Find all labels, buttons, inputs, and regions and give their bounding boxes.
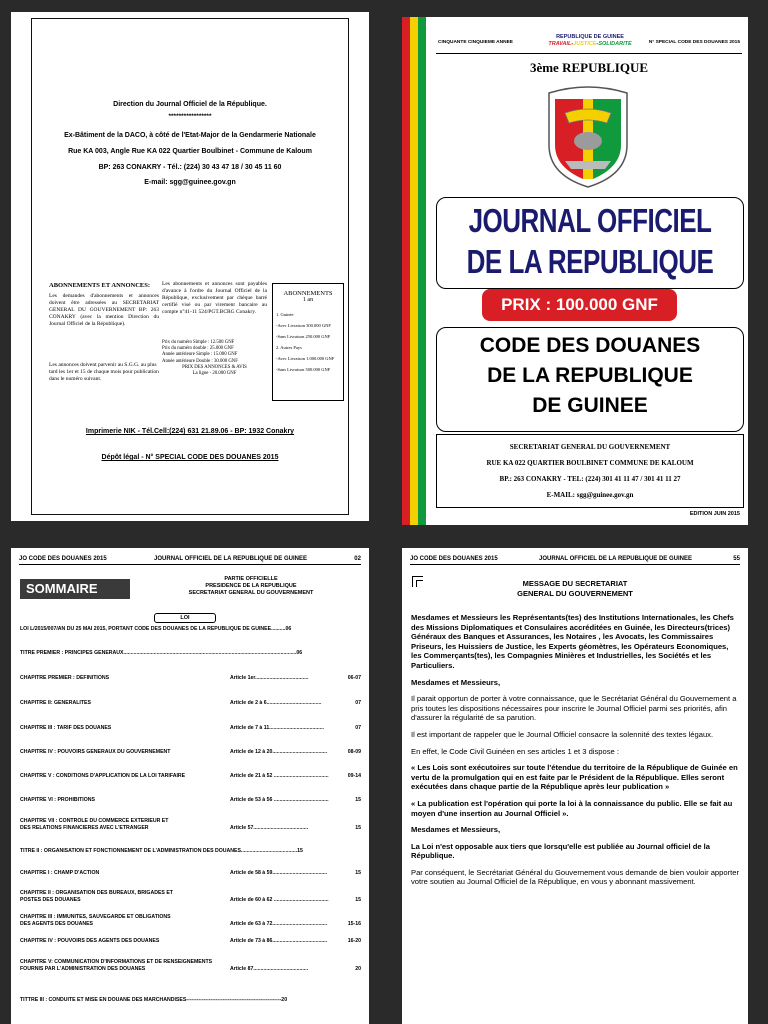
toc-entry-articles: Article de 2 à 6...................................... xyxy=(230,700,322,706)
page-number: 02 xyxy=(354,556,361,562)
country-label: REPUBLIQUE DE GUINEE xyxy=(556,34,624,40)
presidence-label: PRESIDENCE DE LA REPUBLIQUE xyxy=(205,583,297,589)
message-paragraph: Mesdames et Messieurs, xyxy=(411,825,501,835)
page-header xyxy=(410,556,740,565)
toc-entry-pages: 16-20 xyxy=(347,938,361,944)
abonnement-line: -Avec Livraison 1.000.000 GNF xyxy=(276,356,335,361)
toc-entry-title: CHAPITRE PREMIER : DEFINITIONS xyxy=(20,675,110,681)
header-title: JOURNAL OFFICIEL DE LA REPUBLIQUE DE GUINEE xyxy=(539,556,692,562)
message-title-1: MESSAGE DU SECRETARIAT xyxy=(522,579,628,588)
toc-entry-title: CHAPITRE IV : POUVOIRS GENERAUX DU GOUVERNEMENT xyxy=(20,749,171,755)
address-line-1: Ex-Bâtiment de la DACO, à côté de l'Etat-Major de la Gendarmerie Nationale xyxy=(64,132,316,139)
toc-entry-title: CHAPITRE III : TARIF DES DOUANES xyxy=(20,725,112,731)
message-paragraph: « Les Lois sont exécutoires sur toute l'étendue du territoire de la République de Guinée en vertu de la promulgation qui en est faite par le Président de la République. Elles seront exécutées dans chaque partie de la République après leur publication » xyxy=(411,763,738,792)
sgg-line: SECRETARIAT GENERAL DU GOUVERNEMENT xyxy=(509,443,671,451)
abonnements-title: ABONNEMENTS ET ANNONCES: xyxy=(49,282,151,289)
message-paragraph: Il est important de rappeler que le Journal Officiel consacre la solennité des textes légaux. xyxy=(411,729,714,739)
toc-entry-articles: Article de 60 à 62 ...................................... xyxy=(230,897,329,903)
price-banner: PRIX : 100.000 GNF xyxy=(482,289,677,321)
toc-entry-pages: 06-07 xyxy=(347,675,361,681)
toc-entry-pages: 15 xyxy=(355,897,361,903)
flag-stripe-green xyxy=(418,17,426,525)
header-left: JO CODE DES DOUANES 2015 xyxy=(410,556,498,562)
payment-text: Les abonnements et annonces sont payables d'avance à l'ordre du Journal Officiel de la République, exclusivement par chèque barré certifié visé ou par virement bancaire au compte n°41-11 524/PGT.BCRG Conakry. xyxy=(162,281,267,315)
toc-entry-title: TITRE PREMIER : PRINCIPES GENERAUX........................................................................................................................06 xyxy=(20,650,303,656)
header-left: JO CODE DES DOUANES 2015 xyxy=(19,556,107,562)
imprimerie-line: Imprimerie NIK - Tél.Cell:(224) 631 21.89.06 - BP: 1932 Conakry xyxy=(85,428,295,435)
toc-entry-subtitle: FOURNIS PAR L'ADMINISTRATION DES DOUANES xyxy=(20,966,146,972)
code-title-line-2: DE LA REPUBLIQUE xyxy=(487,364,693,387)
code-title-line-3: DE GUINEE xyxy=(532,394,648,417)
price-list xyxy=(162,340,267,377)
journal-title-box xyxy=(436,197,744,289)
abonnements-box xyxy=(272,283,344,401)
sgg-info-box xyxy=(436,434,744,508)
phone-line: BP: 263 CONAKRY - Tél.: (224) 30 43 47 18 / 30 45 11 60 xyxy=(98,164,282,171)
address-line-2: Rue KA 003, Angle Rue KA 022 Quartier Boulbinet - Commune de Kaloum xyxy=(68,148,312,155)
email-line: E-MAIL: sgg@guinee.gov.gn xyxy=(546,491,634,499)
toc-entry-title: CHAPITRE V : CONDITIONS D'APPLICATION DE LA LOI TARIFAIRE xyxy=(20,773,186,779)
price-item: La ligne - 20.000 GNF xyxy=(192,371,237,377)
toc-entry-pages: 07 xyxy=(355,700,361,706)
page-sommaire xyxy=(11,548,369,1024)
page-back-cover xyxy=(11,12,369,521)
toc-entry-articles: Article de 53 à 56 ...................................... xyxy=(230,797,329,803)
motto: TRAVAIL-JUSTICE-SOLIDARITE xyxy=(548,41,632,47)
flag-stripe-red xyxy=(402,17,410,525)
journal-title-line-1: JOURNAL OFFICIEL xyxy=(468,201,712,240)
toc-entry-title: TITRE II : ORGANISATION ET FONCTIONNEMENT DE L'ADMINISTRATION DES DOUANES.......................................15 xyxy=(20,848,303,854)
toc-entry-subtitle: DES RELATIONS FINANCIERES AVEC L'ETRANGER xyxy=(20,825,149,831)
toc-entry-pages: 15 xyxy=(355,870,361,876)
toc-entry-pages: 09-14 xyxy=(347,773,361,779)
edition-label: EDITION JUIN 2015 xyxy=(689,511,740,517)
republique-title: 3ème REPUBLIQUE xyxy=(529,60,649,75)
motto-travail: TRAVAIL xyxy=(548,41,572,47)
stars-divider: ***************** xyxy=(168,113,212,120)
price-item: Année antérieure Double : 30.000 GNF xyxy=(162,358,238,364)
abonnement-line: -Sans Livraison 500.000 GNF xyxy=(276,367,331,372)
toc-entry-title: CHAPITRE VII : CONTROLE DU COMMERCE EXTERIEUR ET xyxy=(20,818,169,824)
page-frame xyxy=(31,18,349,515)
toc-entry-pages: 15-16 xyxy=(347,921,361,927)
message-paragraph: « La publication est l'opération qui porte la loi à la connaissance du public. Elle se fait au moyen d'une insertion au Journal Officiel ». xyxy=(411,798,733,818)
code-title-box xyxy=(436,327,744,432)
toc-entry-title: CHAPITRE II: GENERALITES xyxy=(20,700,91,706)
toc-entry-articles: Article de 21 à 52 ...................................... xyxy=(230,773,329,779)
direction-title: Direction du Journal Officiel de la République. xyxy=(113,101,267,108)
message-paragraph: La Loi n'est opposable aux tiers que lorsqu'elle est publiée au Journal officiel de la République. xyxy=(411,841,710,861)
loi-line: LOI L/2015/007/AN DU 25 MAI 2015, PORTANT CODE DES DOUANES DE LA REPUBLIQUE DE GUINEE..........06 xyxy=(20,626,292,632)
toc-entry-articles: Article 1er..................................... xyxy=(230,675,309,681)
header-title: JOURNAL OFFICIEL DE LA REPUBLIQUE DE GUINEE xyxy=(154,556,307,562)
toc-entry-pages: 15 xyxy=(355,825,361,831)
toc-entry-pages: 07 xyxy=(355,725,361,731)
toc-entry-articles: Article de 7 à 11...................................... xyxy=(230,725,324,731)
abonnement-line: 2. Autres Pays xyxy=(276,345,302,350)
page-header xyxy=(19,556,361,565)
price-item: Prix du numéro double : 25.000 GNF xyxy=(162,346,234,352)
toc-entry-title: CHAPITRE VI : PROHIBITIONS xyxy=(20,797,95,803)
toc-entry-articles: Article 87...................................... xyxy=(230,966,309,972)
sgg-label: SECRETARIAT GENERAL DU GOUVERNEMENT xyxy=(188,590,314,596)
toc-entry-subtitle: DES AGENTS DES DOUANES xyxy=(20,921,94,927)
toc-entry-articles: Article de 12 à 20...................................... xyxy=(230,749,328,755)
page-message xyxy=(402,548,748,1024)
message-paragraph: Il parait opportun de porter à votre connaissance, que le Secrétariat Général du Gouvernement a pris toutes les dispositions nécessaires pour inscrire le Journal Officiel parmi ses priorités, afin d'assurer la régularité de sa parution. xyxy=(411,694,737,723)
sommaire-title: SOMMAIRE xyxy=(20,579,130,599)
issue-label: N° SPECIAL CODE DES DOUANES 2015 xyxy=(648,40,740,45)
toc-entry-pages: 08-09 xyxy=(347,749,361,755)
abonnements-text-1: Les demandes d'abonnements et annonces doivent être adressées au SECRETARIAT GENERAL DU GOUVERNEMENT BP: 263 CONAKRY (avec la mention Direction du Journal Officiel de la République). xyxy=(49,293,159,327)
toc-entry-title: CHAPITRE I : CHAMP D'ACTION xyxy=(20,870,100,876)
toc-entry-title: CHAPITRE III : IMMUNITES, SAUVEGARDE ET OBLIGATIONS xyxy=(20,914,171,920)
code-title-line-1: CODE DES DOUANES xyxy=(479,334,701,357)
toc-entry-pages: 20 xyxy=(355,966,361,972)
rue-line: RUE KA 022 QUARTIER BOULBINET COMMUNE DE KALOUM xyxy=(486,459,694,467)
toc-entry-title: CHAPITRE IV : POUVOIRS DES AGENTS DES DOUANES xyxy=(20,938,160,944)
email-line: E-mail: sgg@guinee.gov.gn xyxy=(144,179,236,186)
price-item: Année antérieure Simple : 15.000 GNF xyxy=(162,352,238,358)
coat-of-arms-icon xyxy=(535,83,641,193)
abonnement-line: -Avec Livraison 300.000 GNF xyxy=(276,323,331,328)
toc-entry-articles: Article de 73 à 86...................................... xyxy=(230,938,328,944)
loi-label: LOI xyxy=(154,613,216,623)
year-label: CINQUANTE CINQUIEME ANNEE xyxy=(438,40,513,45)
toc-entry-articles: Article de 58 à 59...................................... xyxy=(230,870,328,876)
toc-entry-articles: Article de 63 à 72...................................... xyxy=(230,921,328,927)
abonnements-box-title: ABONNEMENTS xyxy=(283,290,333,297)
message-title-2: GENERAL DU GOUVERNEMENT xyxy=(517,589,633,598)
partie-officielle: PARTIE OFFICIELLE xyxy=(224,576,278,582)
abonnement-line: -Sans Livraison 250.000 GNF xyxy=(276,334,331,339)
message-paragraph: En effet, le Code Civil Guinéen en ses articles 1 et 3 dispose : xyxy=(411,746,619,756)
page-number: 55 xyxy=(733,556,740,562)
motto-solidarite: SOLIDARITE xyxy=(598,41,632,47)
price-item: Prix du numéro Simple : 12.500 GNF xyxy=(162,340,235,345)
depot-legal-line: Dépôt légal - N° SPECIAL CODE DES DOUANES 2015 xyxy=(101,454,279,461)
toc-entry-subtitle: POSTES DES DOUANES xyxy=(20,897,81,903)
page-front-cover xyxy=(402,17,748,525)
abonnements-text-2: Les annonces doivent parvenir au S.G.G. au plus tard les 1er et 15 de chaque mois pour publication dans le numéro suivant. xyxy=(49,362,159,382)
cover-top-bar xyxy=(436,33,742,54)
journal-title-line-2: DE LA REPUBLIQUE xyxy=(466,242,714,281)
message-paragraph: Mesdames et Messieurs les Représentants(tes) des Institutions Internationales, les Chefs des Missions Diplomatiques et Consulaires accréditées en Guinée, les Directeurs(trices) Généraux des Banques et Assurances, les Notaires , les Avocats, les Commissaires Priseurs, les Huissiers de Justice, les Experts géomètres, les Opérateurs Economiques, les Commerçants(tes), les Compagnies Minières et Industrielles, les Sociétés et les Particuliers. xyxy=(411,613,734,670)
price-item: PRIX DES ANNONCES & AVIS xyxy=(182,364,247,370)
abonnements-box-sub: 1 an xyxy=(302,297,314,303)
abonnement-line: 1. Guinée xyxy=(276,312,294,317)
toc-entry-pages: 15 xyxy=(355,797,361,803)
message-paragraph: Par conséquent, le Secrétariat Général du Gouvernement vous demande de bien vouloir apporter votre soutien au Journal Officiel de la République, en vous y abonnant massivement. xyxy=(411,867,739,887)
toc-entry-articles: Article 57...................................... xyxy=(230,825,309,831)
toc-entry-title: TITTRE III : CONDUITE ET MISE EN DOUANE DES MARCHANDISES-------------------------------------------------------20 xyxy=(20,997,288,1003)
toc-entry-title: CHAPITRE II : ORGANISATION DES BUREAUX, BRIGADES ET xyxy=(20,890,173,896)
motto-justice: JUSTICE xyxy=(573,41,597,47)
toc-entry-title: CHAPITRE V: COMMUNICATION D'INFORMATIONS ET DE RENSEIGNEMENTS xyxy=(20,959,213,965)
flag-stripe-yellow xyxy=(410,17,418,525)
message-paragraph: Mesdames et Messieurs, xyxy=(411,677,501,687)
bp-line: BP.: 263 CONAKRY - TEL: (224) 301 41 11 47 / 301 41 11 27 xyxy=(499,475,681,483)
